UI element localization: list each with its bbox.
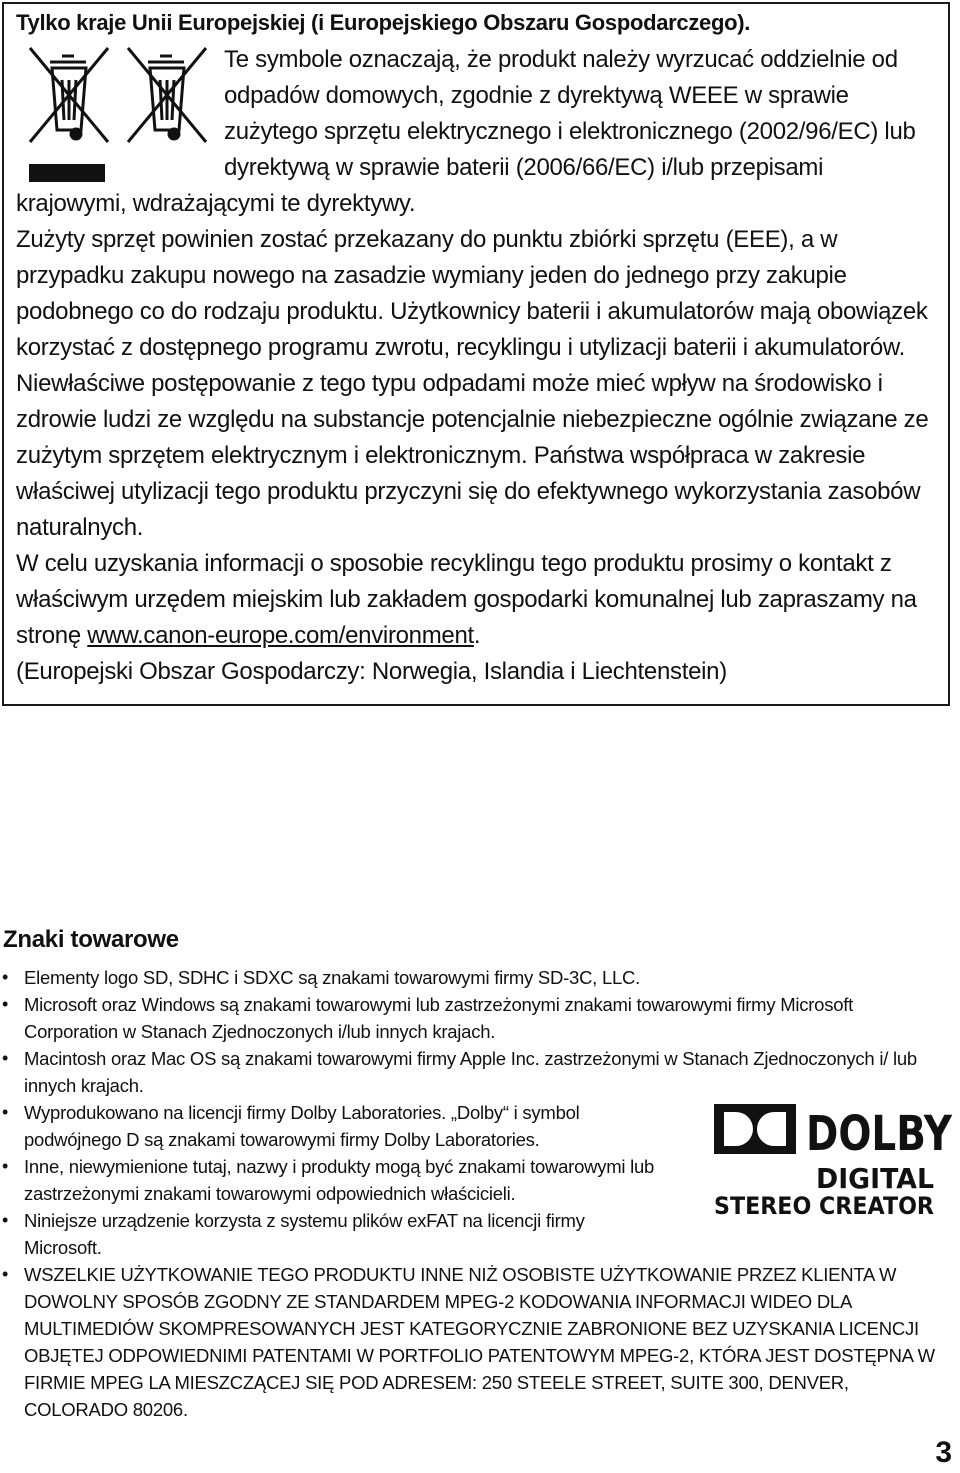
- crossed-out-wheelie-bin-icon: [30, 48, 108, 142]
- paragraph-disposal: Zużyty sprzęt powinien zostać przekazany do punktu zbiórki sprzętu (EEE), a w przypadku zakupu nowego na zasadzie wymiany jeden do jednego przy zakupie podobnego co do rodzaju produktu. Użytkownicy baterii i akumulatorów mają obowiązek korzystać z dostępnego programu zwrotu, recyklingu i utylizacji baterii i akumulatorów. Niewłaściwe postępowanie z tego typu odpadami może mieć wpływ na środowisko i zdrowie ludzi ze względu na substancje potencjalnie niebezpieczne ogólnie związane ze zużytym sprzętem elektrycznym i elektronicznym. Państwa współpraca w zakresie właściwej utylizacji tego produktu przyczyni się do efektywnego wykorzystania zasobów naturalnych.: [16, 226, 929, 541]
- dolby-line-stereo-creator: STEREO CREATOR: [714, 1192, 934, 1218]
- page-number: 3: [935, 1436, 952, 1469]
- list-item: • WSZELKIE UŻYTKOWANIE TEGO PRODUKTU INNE NIŻ OSOBISTE UŻYTKOWANIE PRZEZ KLIENTA W DOWOLNY SPOSÓB ZGODNY ZE STANDARDEM MPEG-2 KODOWANIA INFORMACJI WIDEO DLA MULTIMEDIÓW SKOMPRESOWANYCH JEST KATEGORYCZNIE ZABRONIONE BEZ UZYSKANIA LICENCJI OBJĘTEJ ODPOWIEDNIMI PATENTAMI W PORTFOLIO PATENTOWYM MPEG-2, KTÓRA JEST DOSTĘPNA W FIRMIE MPEG LA MIESZCZĄCEJ SIĘ POD ADRESEM: 250 STEELE STREET, SUITE 300, DENVER, COLORADO 80206.: [0, 1261, 950, 1423]
- list-item: • Inne, niewymienione tutaj, nazwy i produkty mogą być znakami towarowymi lub zastrzeżonymi znakami towarowymi odpowiednich właścicieli.: [0, 1153, 664, 1207]
- weee-notice-box: [2, 2, 950, 706]
- paragraph-recycling-info: [16, 546, 946, 654]
- list-item: • Microsoft oraz Windows są znakami towarowymi lub zastrzeżonymi znakami towarowymi firmy Microsoft Corporation w Stanach Zjednoczonych i/lub innych krajach.: [0, 991, 950, 1045]
- notice-title: Tylko kraje Unii Europejskiej (i Europejskiego Obszaru Gospodarczego).: [16, 10, 751, 35]
- list-item: • Wyprodukowano na licencji firmy Dolby Laboratories. „Dolby“ i symbol podwójnego D są znakami towarowymi firmy Dolby Laboratories.: [0, 1099, 664, 1153]
- intro-line: Te symbole oznaczają, że produkt należy wyrzucać oddzielnie od: [224, 46, 898, 73]
- canon-environment-link[interactable]: www.canon-europe.com/environment: [87, 622, 474, 649]
- intro-tail: krajowymi, wdrażającymi te dyrektywy.: [16, 190, 416, 217]
- trademarks-title: Znaki towarowe: [3, 926, 179, 953]
- list-item: • Elementy logo SD, SDHC i SDXC są znakami towarowymi firmy SD-3C, LLC.: [0, 964, 950, 991]
- paragraph-eea-countries: (Europejski Obszar Gospodarczy: Norwegia, Islandia i Liechtenstein): [16, 658, 727, 685]
- notice-body: [16, 186, 946, 690]
- crossed-out-wheelie-bin-icon: [128, 48, 206, 142]
- recycling-info-end: .: [473, 622, 481, 649]
- recycling-info-text: W celu uzyskania informacji o sposobie recyklingu tego produktu prosimy o kontakt z właściwym urzędem miejskim lub zakładem gospodarki komunalnej lub zapraszamy na stronę: [16, 550, 917, 649]
- list-item: • Macintosh oraz Mac OS są znakami towarowymi firmy Apple Inc. zastrzeżonymi w Stanach Zjednoczonych i/ lub innych krajach.: [0, 1045, 950, 1099]
- intro-line: odpadów domowych, zgodnie z dyrektywą WEEE w sprawie: [224, 82, 849, 109]
- double-d-icon: [714, 1104, 796, 1154]
- intro-line: dyrektywą w sprawie baterii (2006/66/EC) i/lub przepisami: [224, 154, 824, 181]
- weee-symbols: [24, 42, 209, 192]
- intro-line: zużytego sprzętu elektrycznego i elektronicznego (2002/96/EC) lub: [224, 118, 916, 145]
- black-bar-icon: [29, 164, 105, 182]
- dolby-digital-stereo-creator-logo: [712, 1100, 956, 1218]
- list-item: • Niniejsze urządzenie korzysta z systemu plików exFAT na licencji firmy Microsoft.: [0, 1207, 664, 1261]
- dolby-line-digital: DIGITAL: [816, 1162, 935, 1195]
- dolby-brand: DOLBY: [806, 1106, 954, 1162]
